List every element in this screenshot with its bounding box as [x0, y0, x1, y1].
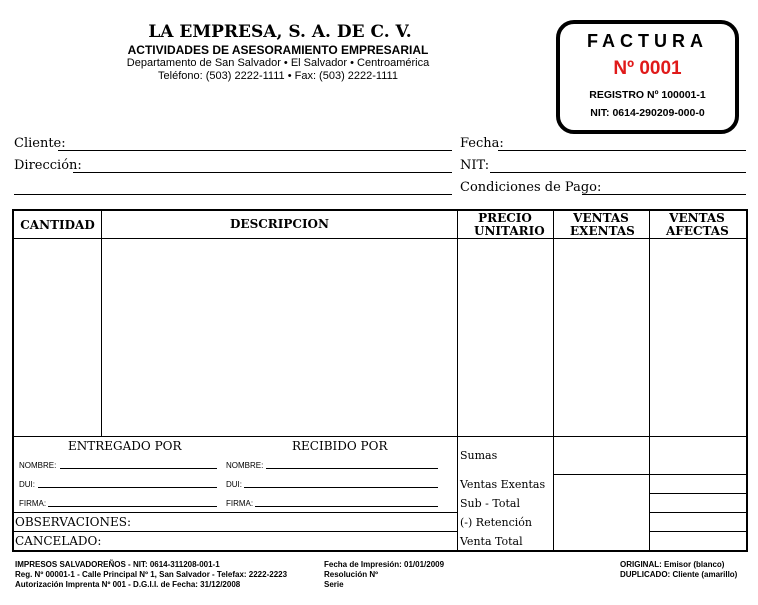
- cancelado-label: CANCELADO:: [15, 534, 102, 548]
- recibido-nombre-label: NOMBRE:: [226, 461, 264, 470]
- company-phones: Teléfono: (503) 2222-1111 • Fax: (503) 2222-1111: [158, 70, 398, 82]
- sub-total-label: Sub - Total: [460, 497, 520, 510]
- recibido-dui-label: DUI:: [226, 480, 242, 489]
- recibido-dui-field[interactable]: [244, 487, 438, 488]
- entregado-dui-field[interactable]: [38, 487, 217, 488]
- entregado-nombre-field[interactable]: [60, 468, 217, 469]
- col-divider-2: [457, 211, 458, 550]
- printer-line-3: Autorización Imprenta Nº 001 - D.G.I.I. de Fecha: 31/12/2008: [15, 580, 241, 589]
- entregado-por-label: ENTREGADO POR: [68, 439, 182, 453]
- invoice-nit: NIT: 0614-290209-000-0: [590, 107, 705, 119]
- subtotal-row-line: [649, 512, 748, 513]
- sumas-label: Sumas: [460, 449, 498, 462]
- invoice-title: FACTURA: [587, 31, 708, 51]
- exentas-row-line: [649, 493, 748, 494]
- col-divider-4: [649, 211, 650, 550]
- retencion-label: (-) Retención: [460, 516, 532, 529]
- condiciones-field[interactable]: [582, 194, 746, 195]
- entregado-dui-label: DUI:: [19, 480, 35, 489]
- entregado-firma-field[interactable]: [48, 506, 217, 507]
- col-ventas-afectas: VENTAS AFECTAS: [666, 211, 729, 238]
- col-ventas-exentas: VENTAS EXENTAS: [570, 211, 635, 238]
- original-copy: ORIGINAL: Emisor (blanco): [620, 560, 725, 569]
- company-location: Departamento de San Salvador • El Salvador • Centroamérica: [126, 57, 430, 69]
- label-nit: NIT:: [460, 158, 490, 173]
- observaciones-bottom-line: [12, 531, 458, 532]
- fecha-field[interactable]: [498, 150, 746, 151]
- entregado-nombre-label: NOMBRE:: [19, 461, 57, 470]
- invoice-number: Nº 0001: [613, 58, 682, 79]
- col-divider-3: [553, 211, 554, 550]
- observaciones-label: OBSERVACIONES:: [15, 515, 132, 529]
- label-cliente: Cliente:: [14, 136, 66, 151]
- sumas-row-line: [553, 474, 748, 475]
- company-name: LA EMPRESA, S. A. DE C. V.: [148, 22, 412, 42]
- ventas-exentas-label: Ventas Exentas: [460, 478, 546, 491]
- recibido-firma-label: FIRMA:: [226, 499, 254, 508]
- resolution: Resolución Nº: [324, 570, 379, 579]
- direccion-field[interactable]: [73, 172, 452, 173]
- col-precio-unitario: PRECIO UNITARIO: [474, 211, 545, 238]
- table-header-divider: [12, 238, 748, 239]
- nit-field[interactable]: [490, 172, 746, 173]
- items-table: [12, 209, 748, 552]
- cliente-field[interactable]: [58, 150, 452, 151]
- company-activity: ACTIVIDADES DE ASESORAMIENTO EMPRESARIAL: [127, 43, 429, 57]
- print-date: Fecha de Impresión: 01/01/2009: [324, 560, 445, 569]
- serie: Serie: [324, 580, 344, 589]
- col-cantidad: CANTIDAD: [20, 218, 95, 232]
- printer-line-1: IMPRESOS SALVADOREÑOS - NIT: 0614-311208-001-1: [15, 560, 220, 569]
- col-divider-1: [101, 211, 102, 436]
- observaciones-top-line: [12, 512, 458, 513]
- venta-total-label: Venta Total: [460, 535, 523, 548]
- label-direccion: Dirección:: [14, 158, 82, 173]
- col-descripcion: DESCRIPCION: [230, 217, 329, 231]
- invoice-registry: REGISTRO Nº 100001-1: [589, 89, 706, 101]
- table-body-divider: [12, 436, 748, 437]
- recibido-por-label: RECIBIDO POR: [292, 439, 388, 453]
- label-fecha: Fecha:: [460, 136, 504, 151]
- retencion-row-line: [649, 531, 748, 532]
- duplicate-copy: DUPLICADO: Cliente (amarillo): [620, 570, 738, 579]
- recibido-firma-field[interactable]: [255, 506, 438, 507]
- recibido-nombre-field[interactable]: [266, 468, 438, 469]
- printer-line-2: Reg. Nº 00001-1 - Calle Principal Nº 1, San Salvador - Telefax: 2222-2223: [15, 570, 288, 579]
- entregado-firma-label: FIRMA:: [19, 499, 47, 508]
- label-condiciones: Condiciones de Pago:: [460, 180, 602, 195]
- direccion-field-2[interactable]: [14, 194, 452, 195]
